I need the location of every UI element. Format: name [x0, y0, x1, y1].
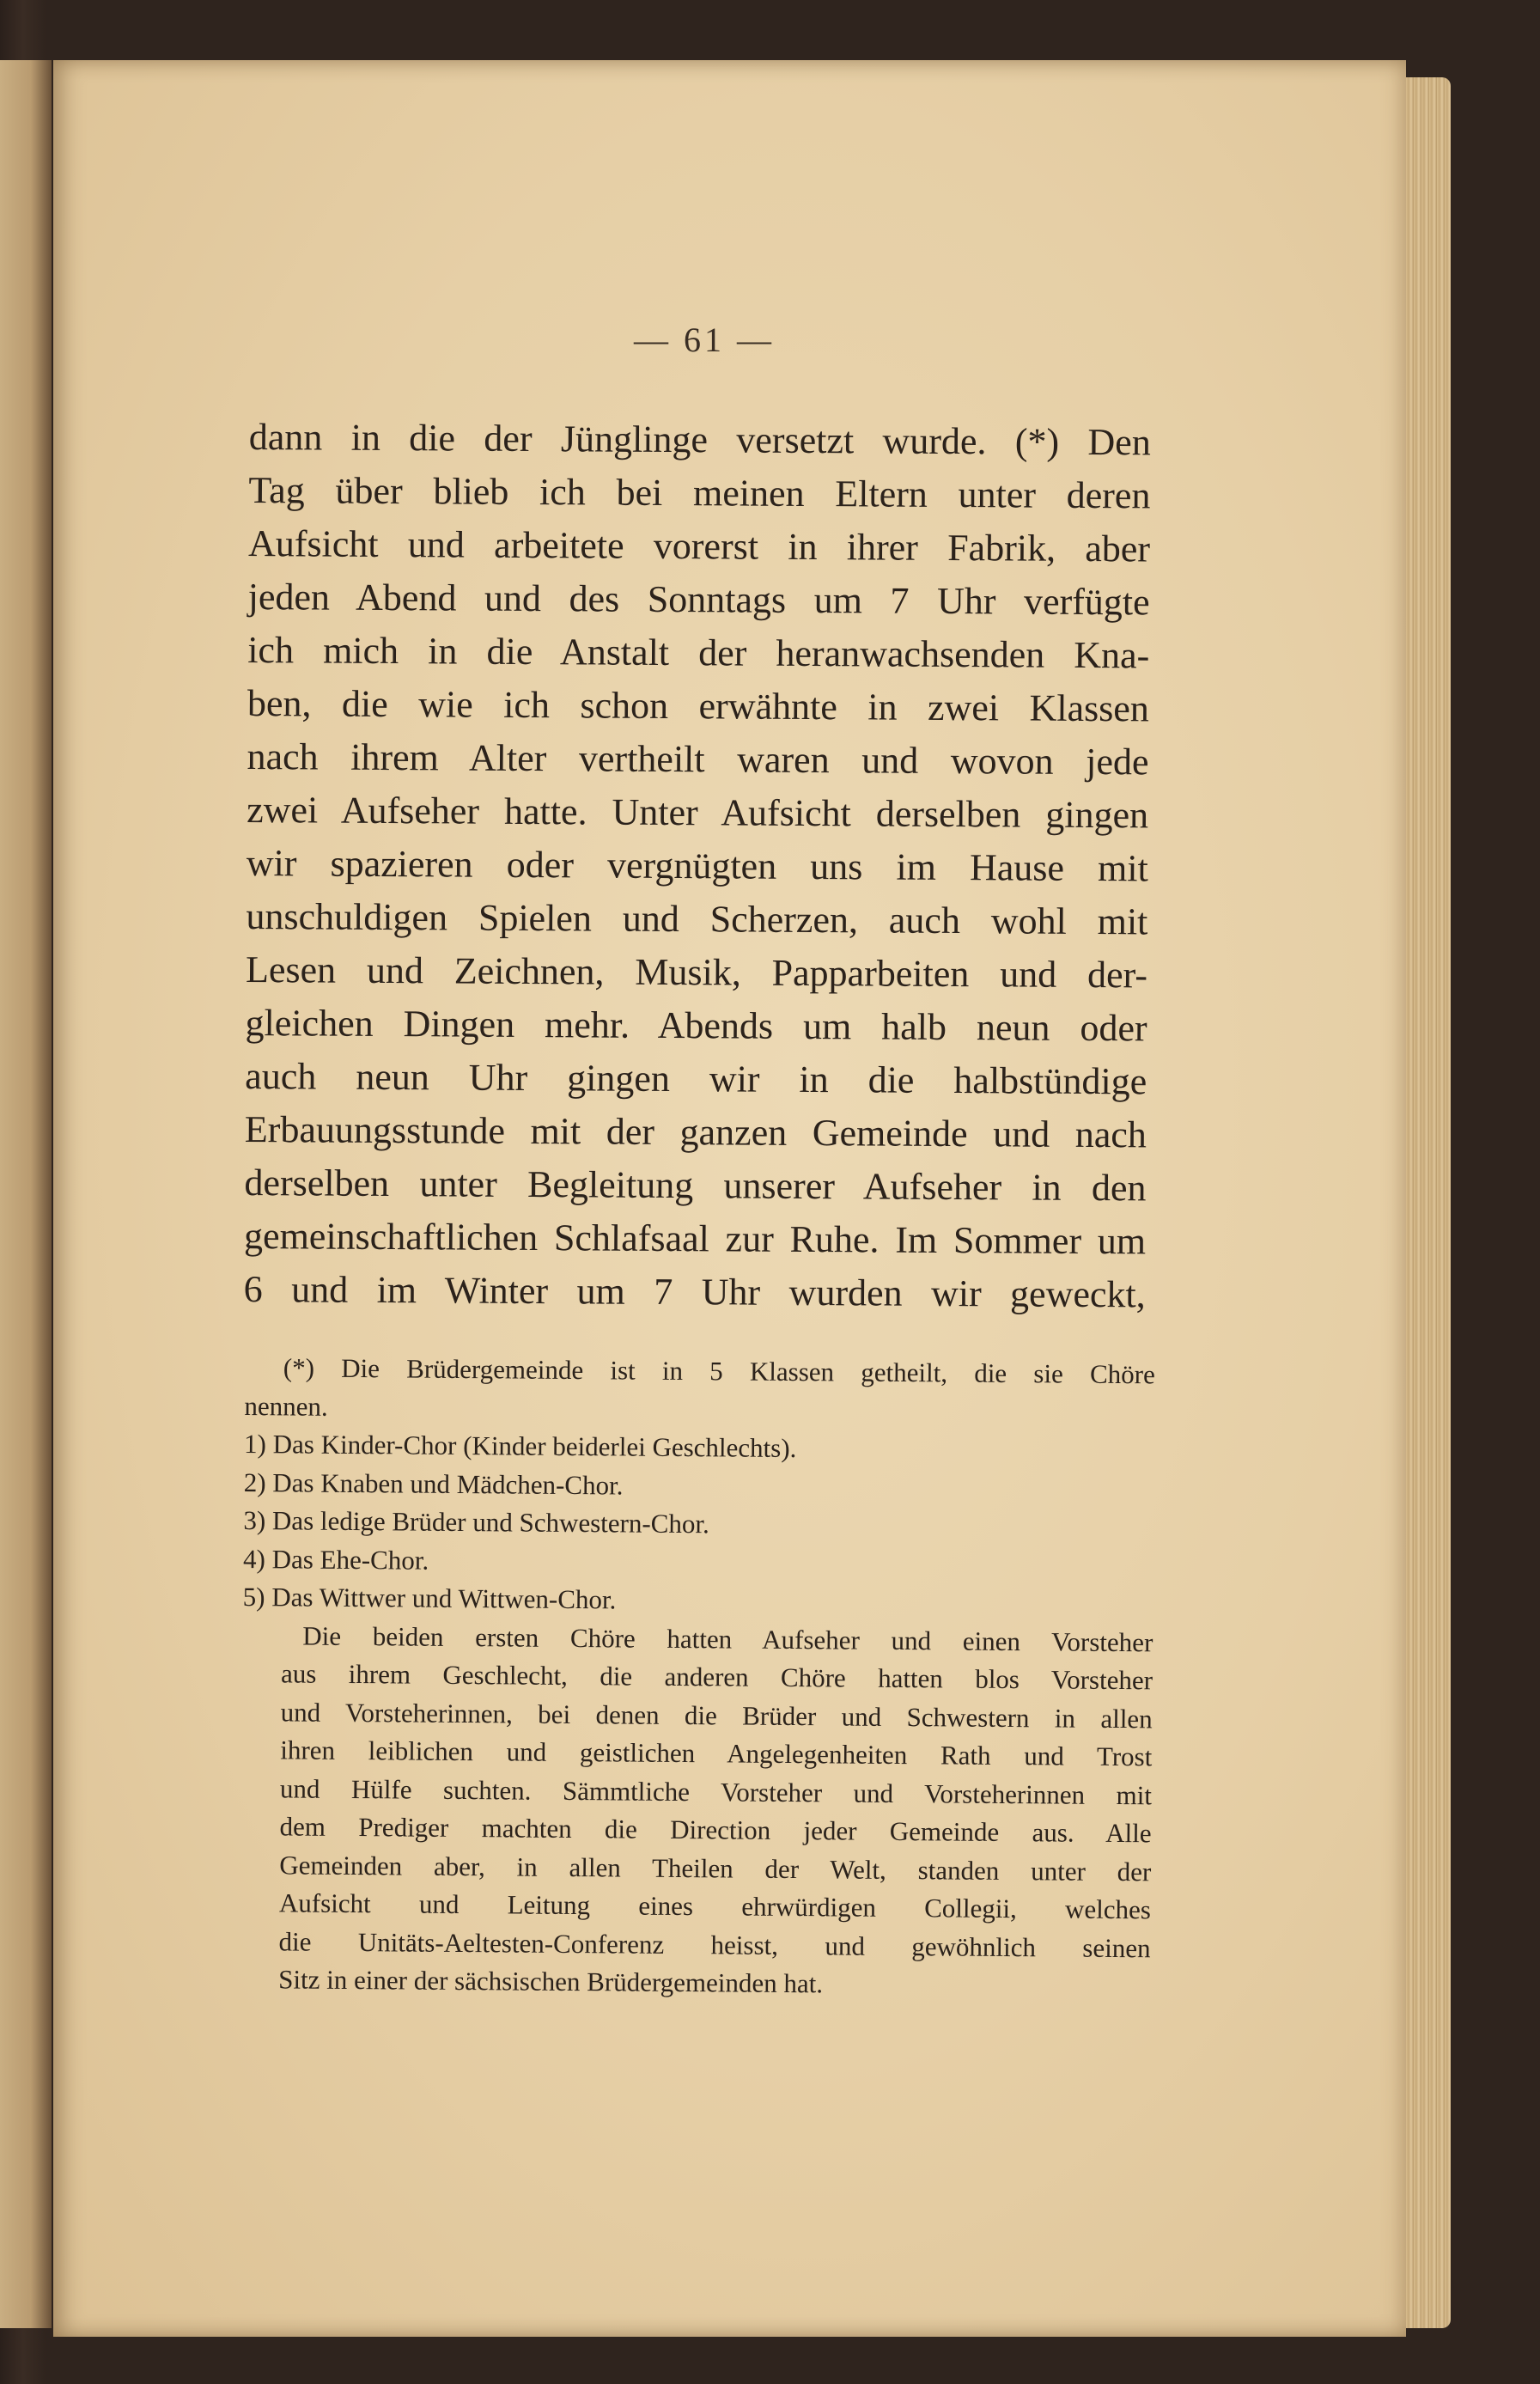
- footnote-para-line: Aufsicht und Leitung eines ehrwürdigen Collegii, welches: [278, 1887, 1152, 1925]
- body-line: unschuldigen Spielen und Scherzen, auch wohl mit: [246, 894, 1148, 943]
- body-line: gleichen Dingen mehr. Abends um halb neun oder: [245, 1001, 1147, 1050]
- footnote-para-line: Die beiden ersten Chöre hatten Aufseher und einen Vorsteher: [302, 1620, 1153, 1657]
- footnote: [240, 1349, 1155, 2006]
- footnote-list-item: 2) Das Knaben und Mädchen-Chor.: [243, 1466, 624, 1500]
- facing-page-edge: [0, 60, 52, 2328]
- body-line: zwei Aufseher hatte. Unter Aufsicht derselben gingen: [247, 788, 1149, 837]
- body-line: Lesen und Zeichnen, Musik, Papparbeiten und der-: [245, 948, 1148, 997]
- footnote-para-line: die Unitäts-Aeltesten-Conferenz heisst, und gewöhnlich seinen: [278, 1925, 1151, 1963]
- footnote-intro: (*) Die Brüdergemeinde ist in 5 Klassen getheilt, die sie Chöre: [283, 1352, 1155, 1390]
- footnote-para-line: dem Prediger machten die Direction jeder Gemeinde aus. Alle: [279, 1811, 1152, 1849]
- footnote-list-item: 4) Das Ehe-Chor.: [242, 1543, 429, 1576]
- footnote-para-line: Gemeinden aber, in allen Theilen der Welt, standen unter der: [279, 1849, 1152, 1887]
- body-line: derselben unter Begleitung unserer Aufseher in den: [244, 1161, 1147, 1210]
- body-line: dann in die der Jünglinge versetzt wurde. (*) Den: [248, 415, 1151, 464]
- body-line: ich mich in die Anstalt der heranwachsenden Kna-: [247, 628, 1150, 677]
- body-line: Aufsicht und arbeitete vorerst in ihrer Fabrik, aber: [247, 521, 1151, 570]
- footnote-para-line: und Vorsteherinnen, bei denen die Brüder und Schwestern in allen: [280, 1696, 1153, 1734]
- body-line: jeden Abend und des Sonntags um 7 Uhr verfügte: [247, 575, 1150, 624]
- body-line: nach ihrem Alter vertheilt waren und wovon jede: [247, 735, 1149, 783]
- body-text: [244, 411, 1151, 1321]
- body-line: Erbauungsstunde mit der ganzen Gemeinde und nach: [244, 1107, 1147, 1156]
- body-line: wir spazieren oder vergnügten uns im Hause mit: [246, 841, 1148, 890]
- body-line: 6 und im Winter um 7 Uhr wurden wir geweckt,: [243, 1267, 1146, 1316]
- footnote-para-line: aus ihrem Geschlecht, die anderen Chöre hatten blos Vorsteher: [280, 1658, 1153, 1696]
- page-number: — 61 —: [634, 320, 775, 359]
- page-block-edge: [1406, 77, 1451, 2328]
- body-line: gemeinschaftlichen Schlafsaal zur Ruhe. Im Sommer um: [243, 1214, 1147, 1263]
- footnote-intro-cont: nennen.: [244, 1390, 328, 1422]
- footnote-list-item: 3) Das ledige Brüder und Schwestern-Chor.: [243, 1504, 709, 1540]
- footnote-list-item: 5) Das Wittwer und Wittwen-Chor.: [242, 1581, 617, 1615]
- body-line: auch neun Uhr gingen wir in die halbstündige: [245, 1054, 1147, 1103]
- footnote-para-line: Sitz in einer der sächsischen Brüdergemeinden hat.: [278, 1964, 824, 1999]
- footnote-para-line: ihren leiblichen und geistlichen Angelegenheiten Rath und Trost: [280, 1735, 1153, 1772]
- footnote-para-line: und Hülfe suchten. Sämmtliche Vorsteher und Vorsteherinnen mit: [279, 1772, 1153, 1810]
- body-line: ben, die wie ich schon erwähnte in zwei Klassen: [247, 681, 1150, 730]
- footnote-list-item: 1) Das Kinder-Chor (Kinder beiderlei Geschlechts).: [243, 1428, 797, 1464]
- body-line: Tag über blieb ich bei meinen Eltern unter deren: [248, 468, 1151, 517]
